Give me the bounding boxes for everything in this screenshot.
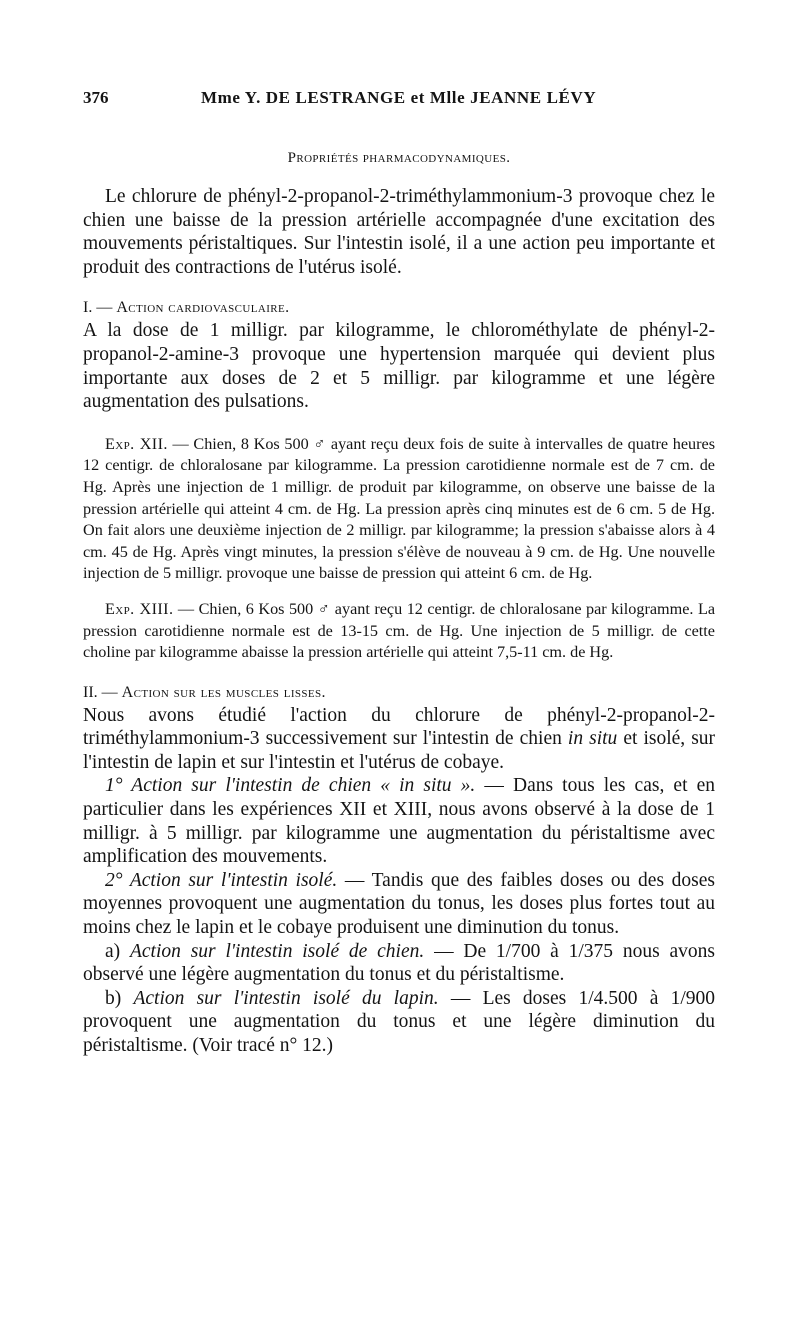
subsection-1-title: 1° Action sur l'intestin de chien « in situ ». [105,775,476,797]
section-1-heading [83,299,715,317]
experiment-12 [83,434,715,585]
section-2-paragraph [83,704,715,775]
subsection-b-title: Action sur l'intestin isolé du lapin. [133,987,439,1009]
experiment-13-label: Exp. XIII. [105,599,174,618]
subsection-2-text: — Tandis que des faibles doses ou des doses moyennes provoquent une augmentation du tonus, les doses plus fortes tout au moins chez le lapin et le cobaye produisent une diminution du tonus. [83,869,715,939]
running-head-authors: Mme Y. DE LESTRANGE et Mlle JEANNE LÉVY [201,88,597,107]
section-1-title: Action cardiovasculaire. [116,299,290,317]
subsection-a [83,940,715,987]
section-1-paragraph: A la dose de 1 milligr. par kilogramme, le chlorométhylate de phényl-2-propanol-2-amine-3 provoque une hypertension marquée qui devient plus importante aux doses de 2 et 5 milligr. par kilogramme et une légère augmentation des pulsations. [83,320,715,413]
subsection-a-text: — De 1/700 à 1/375 nous avons observé une légère augmentation du tonus et du péristaltisme. [83,940,716,986]
experiment-12-label: Exp. XII. [105,434,168,453]
experiment-13-text: — Chien, 6 Kos 500 ♂ ayant reçu 12 centigr. de chloralosane par kilogramme. La pression carotidienne normale est de 13-15 cm. de Hg. Une injection de 5 milligr. de cette choline par kilogramme abaisse la pression artérielle qui atteint 7,5-11 cm. de Hg. [83,599,716,662]
intro-paragraph: Le chlorure de phényl-2-propanol-2-triméthylammonium-3 provoque chez le chien une baisse de la pression artérielle accompagnée d'une excitation des mouvements péristaltiques. Sur l'intestin isolé, il a une action peu importante et produit des contractions de l'utérus isolé. [83,186,715,278]
subsection-b [83,987,715,1058]
subsection-a-title: Action sur l'intestin isolé de chien. [129,940,425,962]
section-2-text-b: et isolé, sur l'intestin de lapin et sur l'intestin et l'utérus de cobaye. [83,728,716,773]
section-title: Propriétés pharmacodynamiques. [287,150,511,166]
page [83,88,715,1058]
experiment-13 [83,599,715,664]
section-2-text-a: Nous avons étudié l'action du chlorure de phényl-2-propanol-2-triméthylammonium-3 successivement sur l'intestin de chien [83,704,715,750]
subsection-2 [83,869,715,940]
subsection-2-title: 2° Action sur l'intestin isolé. [105,869,338,891]
subsection-a-marker: a) [105,940,121,962]
running-head [83,88,715,112]
section-2-number: II. — [83,683,118,701]
subsection-1 [83,774,715,868]
section-2-heading [83,684,715,702]
subsection-b-text: — Les doses 1/4.500 à 1/900 provoquent une augmentation du tonus et une légère diminution du péristaltisme. (Voir tracé n° 12.) [83,987,716,1056]
subsection-1-text: — Dans tous les cas, et en particulier dans les expériences XII et XIII, nous avons observé à la dose de 1 milligr. à 5 milligr. par kilogramme une augmentation du péristaltisme avec amplification des mouvements. [83,775,716,868]
section-2-title: Action sur les muscles lisses. [121,683,326,701]
page-number: 376 [83,88,109,107]
experiment-12-text: — Chien, 8 Kos 500 ♂ ayant reçu deux fois de suite à intervalles de quatre heures 12 centigr. de chloralosane par kilogramme. La pression carotidienne normale est de 7 cm. de Hg. Après une injection de 1 milligr. de produit par kilogramme, on observe une baisse de la pression artérielle qui atteint 4 cm. de Hg. La pression après cinq minutes est de 6 cm. 5 de Hg. On fait alors une deuxième injection de 2 milligr. par kilogramme; la pression s'abaisse alors à 4 cm. 45 de Hg. Après vingt minutes, la pression s'élève de nouveau à 9 cm. de Hg. Une nouvelle injection de 5 milligr. provoque une baisse de pression qui atteint 6 cm. de Hg. [83,434,715,583]
section-2-italic: in situ [567,728,618,750]
subsection-b-marker: b) [105,987,122,1009]
section-1-number: I. — [83,299,113,317]
